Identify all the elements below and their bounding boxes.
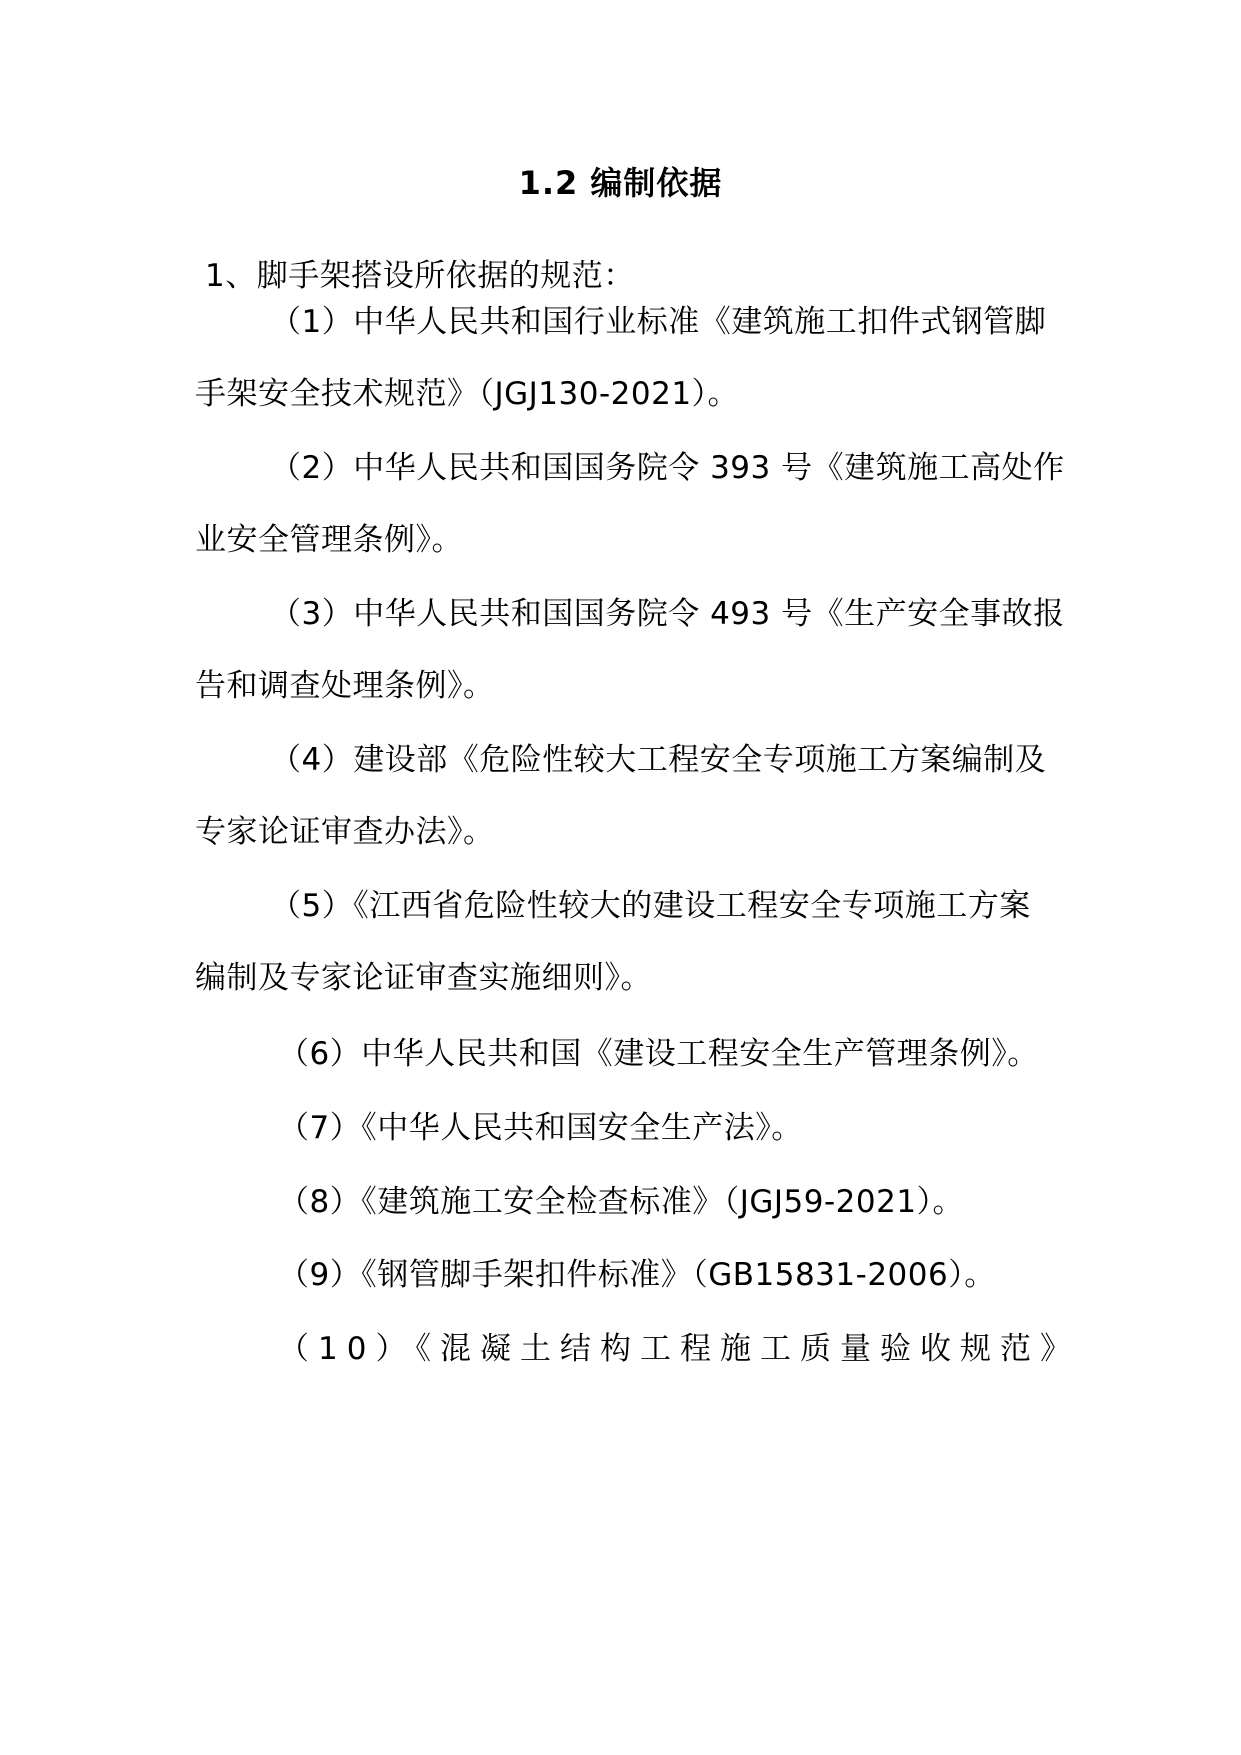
list-item-2-line-1: （2）中华人民共和国国务院令 393 号《建筑施工高处作 xyxy=(270,450,1065,486)
list-item-4-line-2: 专家论证审查办法》。 xyxy=(195,814,495,850)
list-item-3-line-2: 告和调查处理条例》。 xyxy=(195,668,495,704)
list-item-9: （9）《钢管脚手架扣件标准》（GB15831-2006）。 xyxy=(278,1257,996,1293)
list-item-2-line-2: 业安全管理条例》。 xyxy=(195,522,463,558)
list-item-5-line-2: 编制及专家论证审查实施细则》。 xyxy=(195,960,652,996)
list-item-1-line-1: （1）中华人民共和国行业标准《建筑施工扣件式钢管脚 xyxy=(270,304,1047,340)
list-item-8: （8）《建筑施工安全检查标准》（JGJ59-2021）。 xyxy=(278,1184,965,1220)
list-item-7: （7）《中华人民共和国安全生产法》。 xyxy=(278,1110,803,1146)
list-item-3-line-1: （3）中华人民共和国国务院令 493 号《生产安全事故报 xyxy=(270,596,1065,632)
section-heading: 1、脚手架搭设所依据的规范： xyxy=(205,258,635,294)
page-title: 1.2 编制依据 xyxy=(518,164,723,202)
list-item-4-line-1: （4）建设部《危险性较大工程安全专项施工方案编制及 xyxy=(270,742,1047,778)
list-item-5-line-1: （5）《江西省危险性较大的建设工程安全专项施工方案 xyxy=(270,888,1031,924)
list-item-6: （6）中华人民共和国《建设工程安全生产管理条例》。 xyxy=(278,1036,1039,1072)
list-item-10: （10）《混凝土结构工程施工质量验收规范》 xyxy=(278,1331,1080,1367)
list-item-1-line-2: 手架安全技术规范》（JGJ130-2021）。 xyxy=(195,376,740,412)
